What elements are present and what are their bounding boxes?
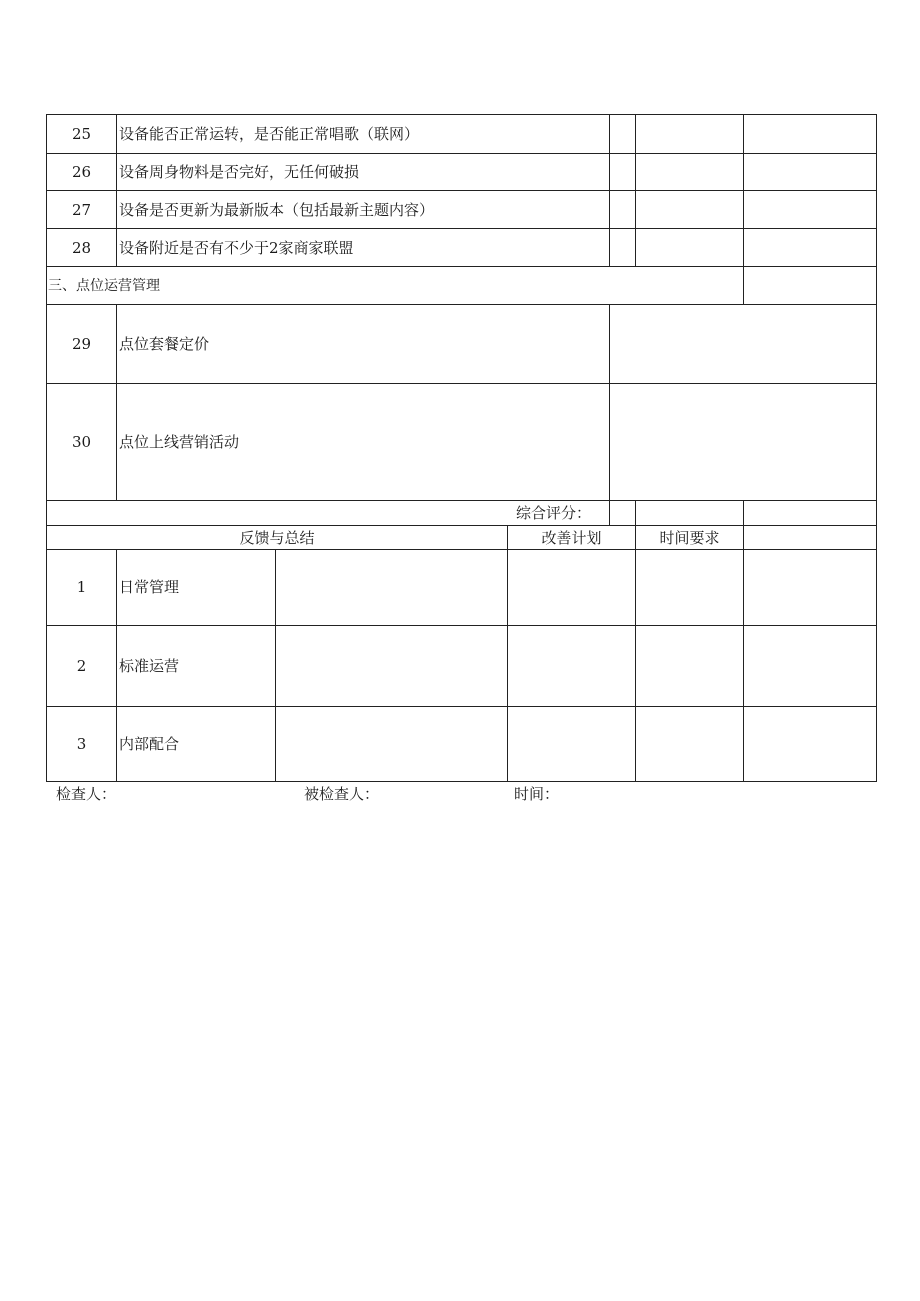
rule	[46, 153, 877, 154]
item-text: 点位上线营销活动	[119, 433, 240, 451]
rule	[116, 304, 117, 501]
rule	[876, 114, 877, 782]
time-requirement-header: 时间要求	[659, 529, 720, 547]
rule	[46, 706, 877, 707]
item-number: 26	[71, 163, 92, 181]
score-label: 综合评分：	[516, 504, 592, 522]
item-number: 28	[71, 239, 92, 257]
item-text: 点位套餐定价	[119, 335, 210, 353]
rule	[46, 625, 877, 626]
item-number: 29	[71, 335, 92, 353]
feedback-title: 反馈与总结	[239, 529, 315, 547]
inspector-label: 检查人：	[56, 785, 117, 803]
feedback-item: 标准运营	[119, 657, 180, 675]
section-title: 三、点位运营管理	[48, 278, 160, 294]
feedback-number: 1	[76, 578, 87, 596]
item-text: 设备是否更新为最新版本（包括最新主题内容）	[119, 201, 435, 219]
rule	[743, 114, 744, 305]
rule	[46, 228, 877, 229]
rule	[609, 304, 610, 526]
item-text: 设备周身物料是否完好，无任何破损	[119, 163, 360, 181]
rule	[46, 549, 877, 550]
item-number: 30	[71, 433, 92, 451]
feedback-item: 内部配合	[119, 735, 180, 753]
improvement-plan-header: 改善计划	[541, 529, 602, 547]
rule	[507, 525, 508, 782]
rule	[275, 549, 276, 782]
rule	[46, 304, 877, 305]
time-label: 时间：	[514, 785, 560, 803]
item-text: 设备附近是否有不少于2家商家联盟	[119, 239, 354, 257]
inspectee-label: 被检查人：	[304, 785, 380, 803]
rule	[46, 190, 877, 191]
rule	[46, 781, 877, 782]
rule	[46, 114, 877, 115]
rule	[46, 525, 877, 526]
rule	[609, 114, 610, 267]
rule	[46, 500, 877, 501]
rule	[46, 266, 877, 267]
item-number: 27	[71, 201, 92, 219]
feedback-number: 2	[76, 657, 87, 675]
item-number: 25	[71, 125, 92, 143]
rule	[46, 383, 877, 384]
rule	[635, 114, 636, 267]
feedback-item: 日常管理	[119, 578, 180, 596]
item-text: 设备能否正常运转，是否能正常唱歌（联网）	[119, 125, 420, 143]
feedback-number: 3	[76, 735, 87, 753]
